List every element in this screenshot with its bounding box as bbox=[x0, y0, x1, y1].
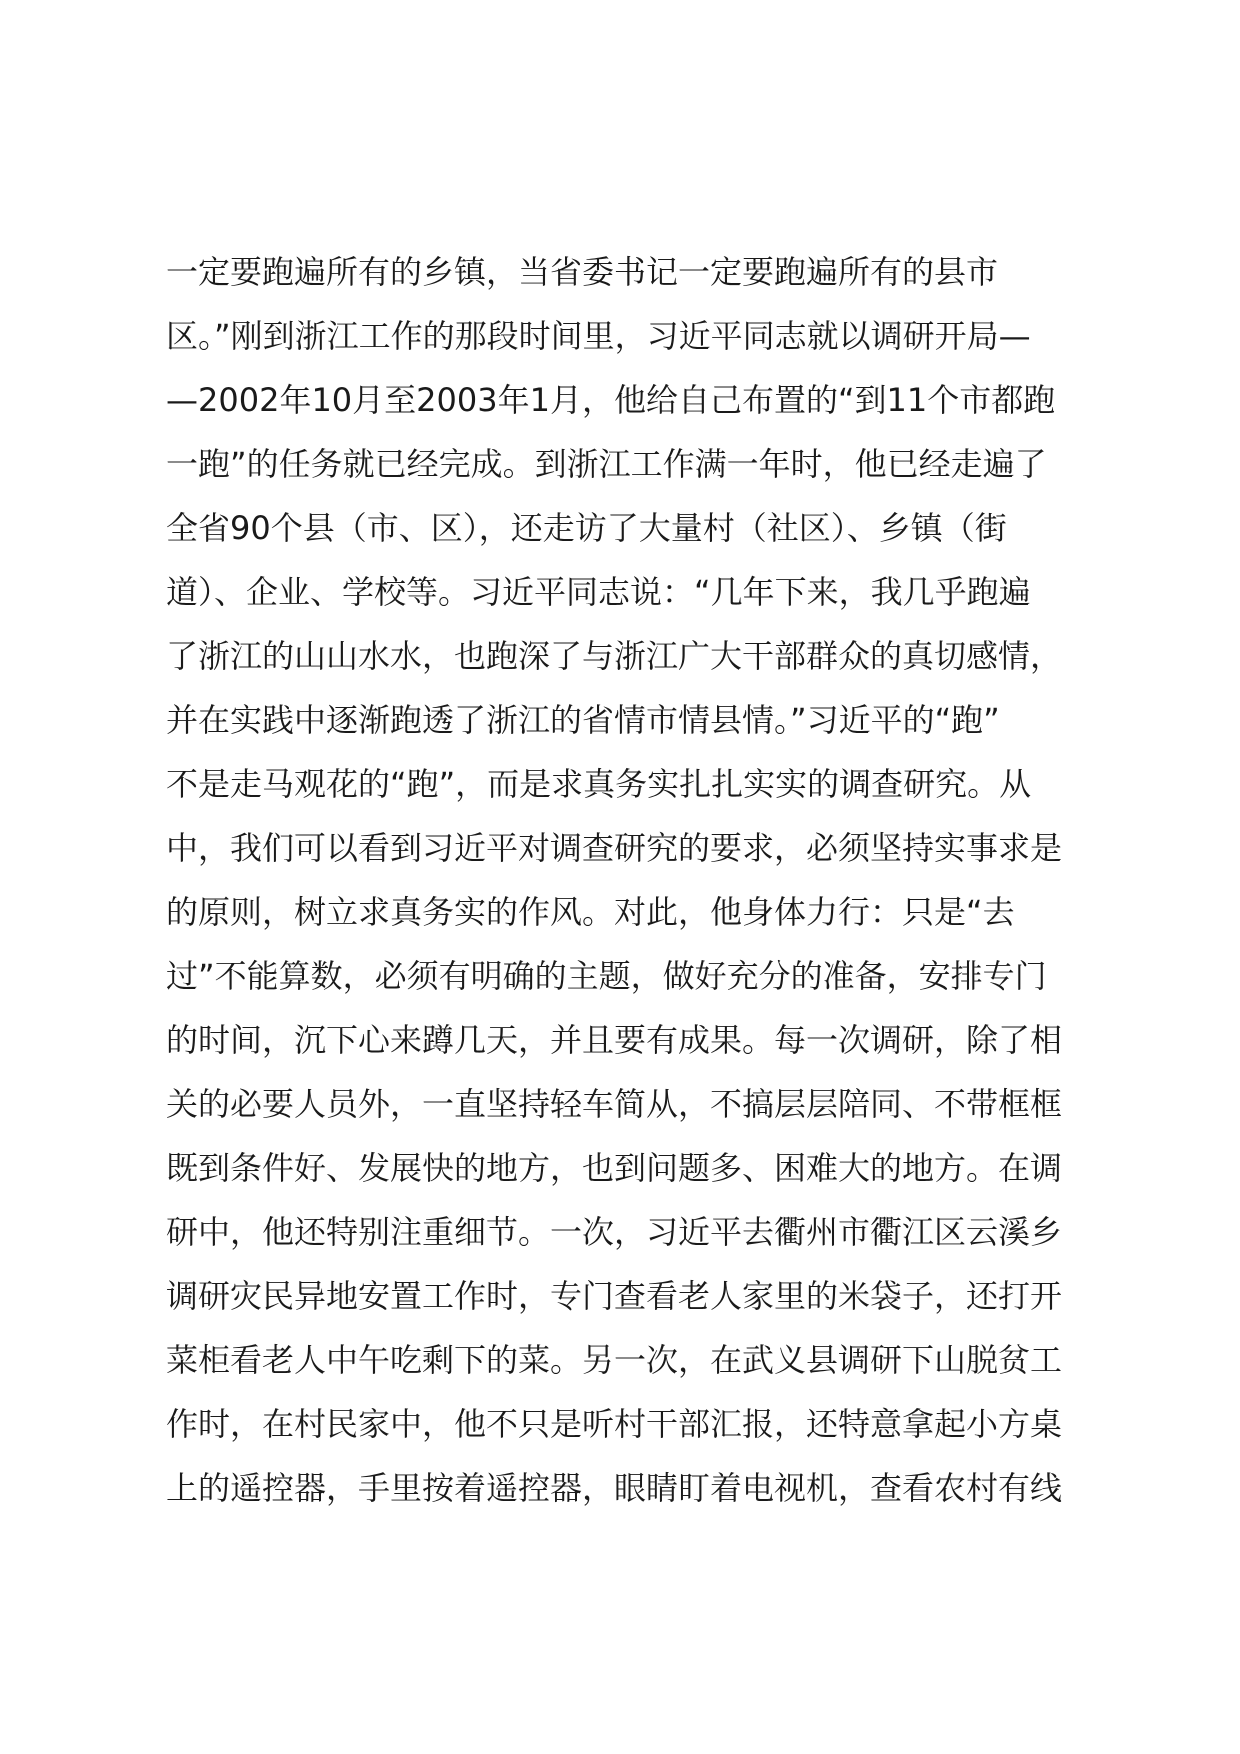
text-line: 既到条件好、发展快的地方，也到问题多、困难大的地方。在调 bbox=[166, 1149, 1063, 1187]
text-line: 全省90个县（市、区），还走访了大量村（社区）、乡镇（街 bbox=[166, 509, 1007, 547]
text-line: 的时间，沉下心来蹲几天，并且要有成果。每一次调研，除了相 bbox=[166, 1021, 1063, 1059]
text-line: 不是走马观花的“跑”，而是求真务实扎扎实实的调查研究。从 bbox=[166, 765, 1032, 803]
text-line: —2002年10月至2003年1月，他给自己布置的“到11个市都跑 bbox=[166, 381, 1056, 419]
text-line: 一定要跑遍所有的乡镇，当省委书记一定要跑遍所有的县市 bbox=[166, 253, 999, 291]
text-line: 上的遥控器，手里按着遥控器，眼睛盯着电视机，查看农村有线 bbox=[166, 1469, 1063, 1507]
text-line: 过”不能算数，必须有明确的主题，做好充分的准备，安排专门 bbox=[166, 957, 1047, 995]
text-line: 研中，他还特别注重细节。一次，习近平去衢州市衢江区云溪乡 bbox=[166, 1213, 1063, 1251]
text-line: 中，我们可以看到习近平对调查研究的要求，必须坚持实事求是 bbox=[166, 829, 1063, 867]
text-line: 作时，在村民家中，他不只是听村干部汇报，还特意拿起小方桌 bbox=[166, 1405, 1063, 1443]
text-line: 菜柜看老人中午吃剩下的菜。另一次，在武义县调研下山脱贫工 bbox=[166, 1341, 1063, 1379]
text-line: 了浙江的山山水水，也跑深了与浙江广大干部群众的真切感情， bbox=[166, 637, 1063, 675]
body-paragraph bbox=[166, 240, 1126, 1520]
text-line: 调研灾民异地安置工作时，专门查看老人家里的米袋子，还打开 bbox=[166, 1277, 1063, 1315]
text-line: 关的必要人员外，一直坚持轻车简从，不搞层层陪同、不带框框 bbox=[166, 1085, 1063, 1123]
text-line: 的原则，树立求真务实的作风。对此，他身体力行：只是“去 bbox=[166, 893, 1015, 931]
text-line: 并在实践中逐渐跑透了浙江的省情市情县情。”习近平的“跑” bbox=[166, 701, 1000, 739]
text-line: 道）、企业、学校等。习近平同志说：“几年下来，我几乎跑遍 bbox=[166, 573, 1031, 611]
text-line: 一跑”的任务就已经完成。到浙江工作满一年时，他已经走遍了 bbox=[166, 445, 1047, 483]
text-line: 区。”刚到浙江工作的那段时间里，习近平同志就以调研开局— bbox=[166, 317, 1031, 355]
